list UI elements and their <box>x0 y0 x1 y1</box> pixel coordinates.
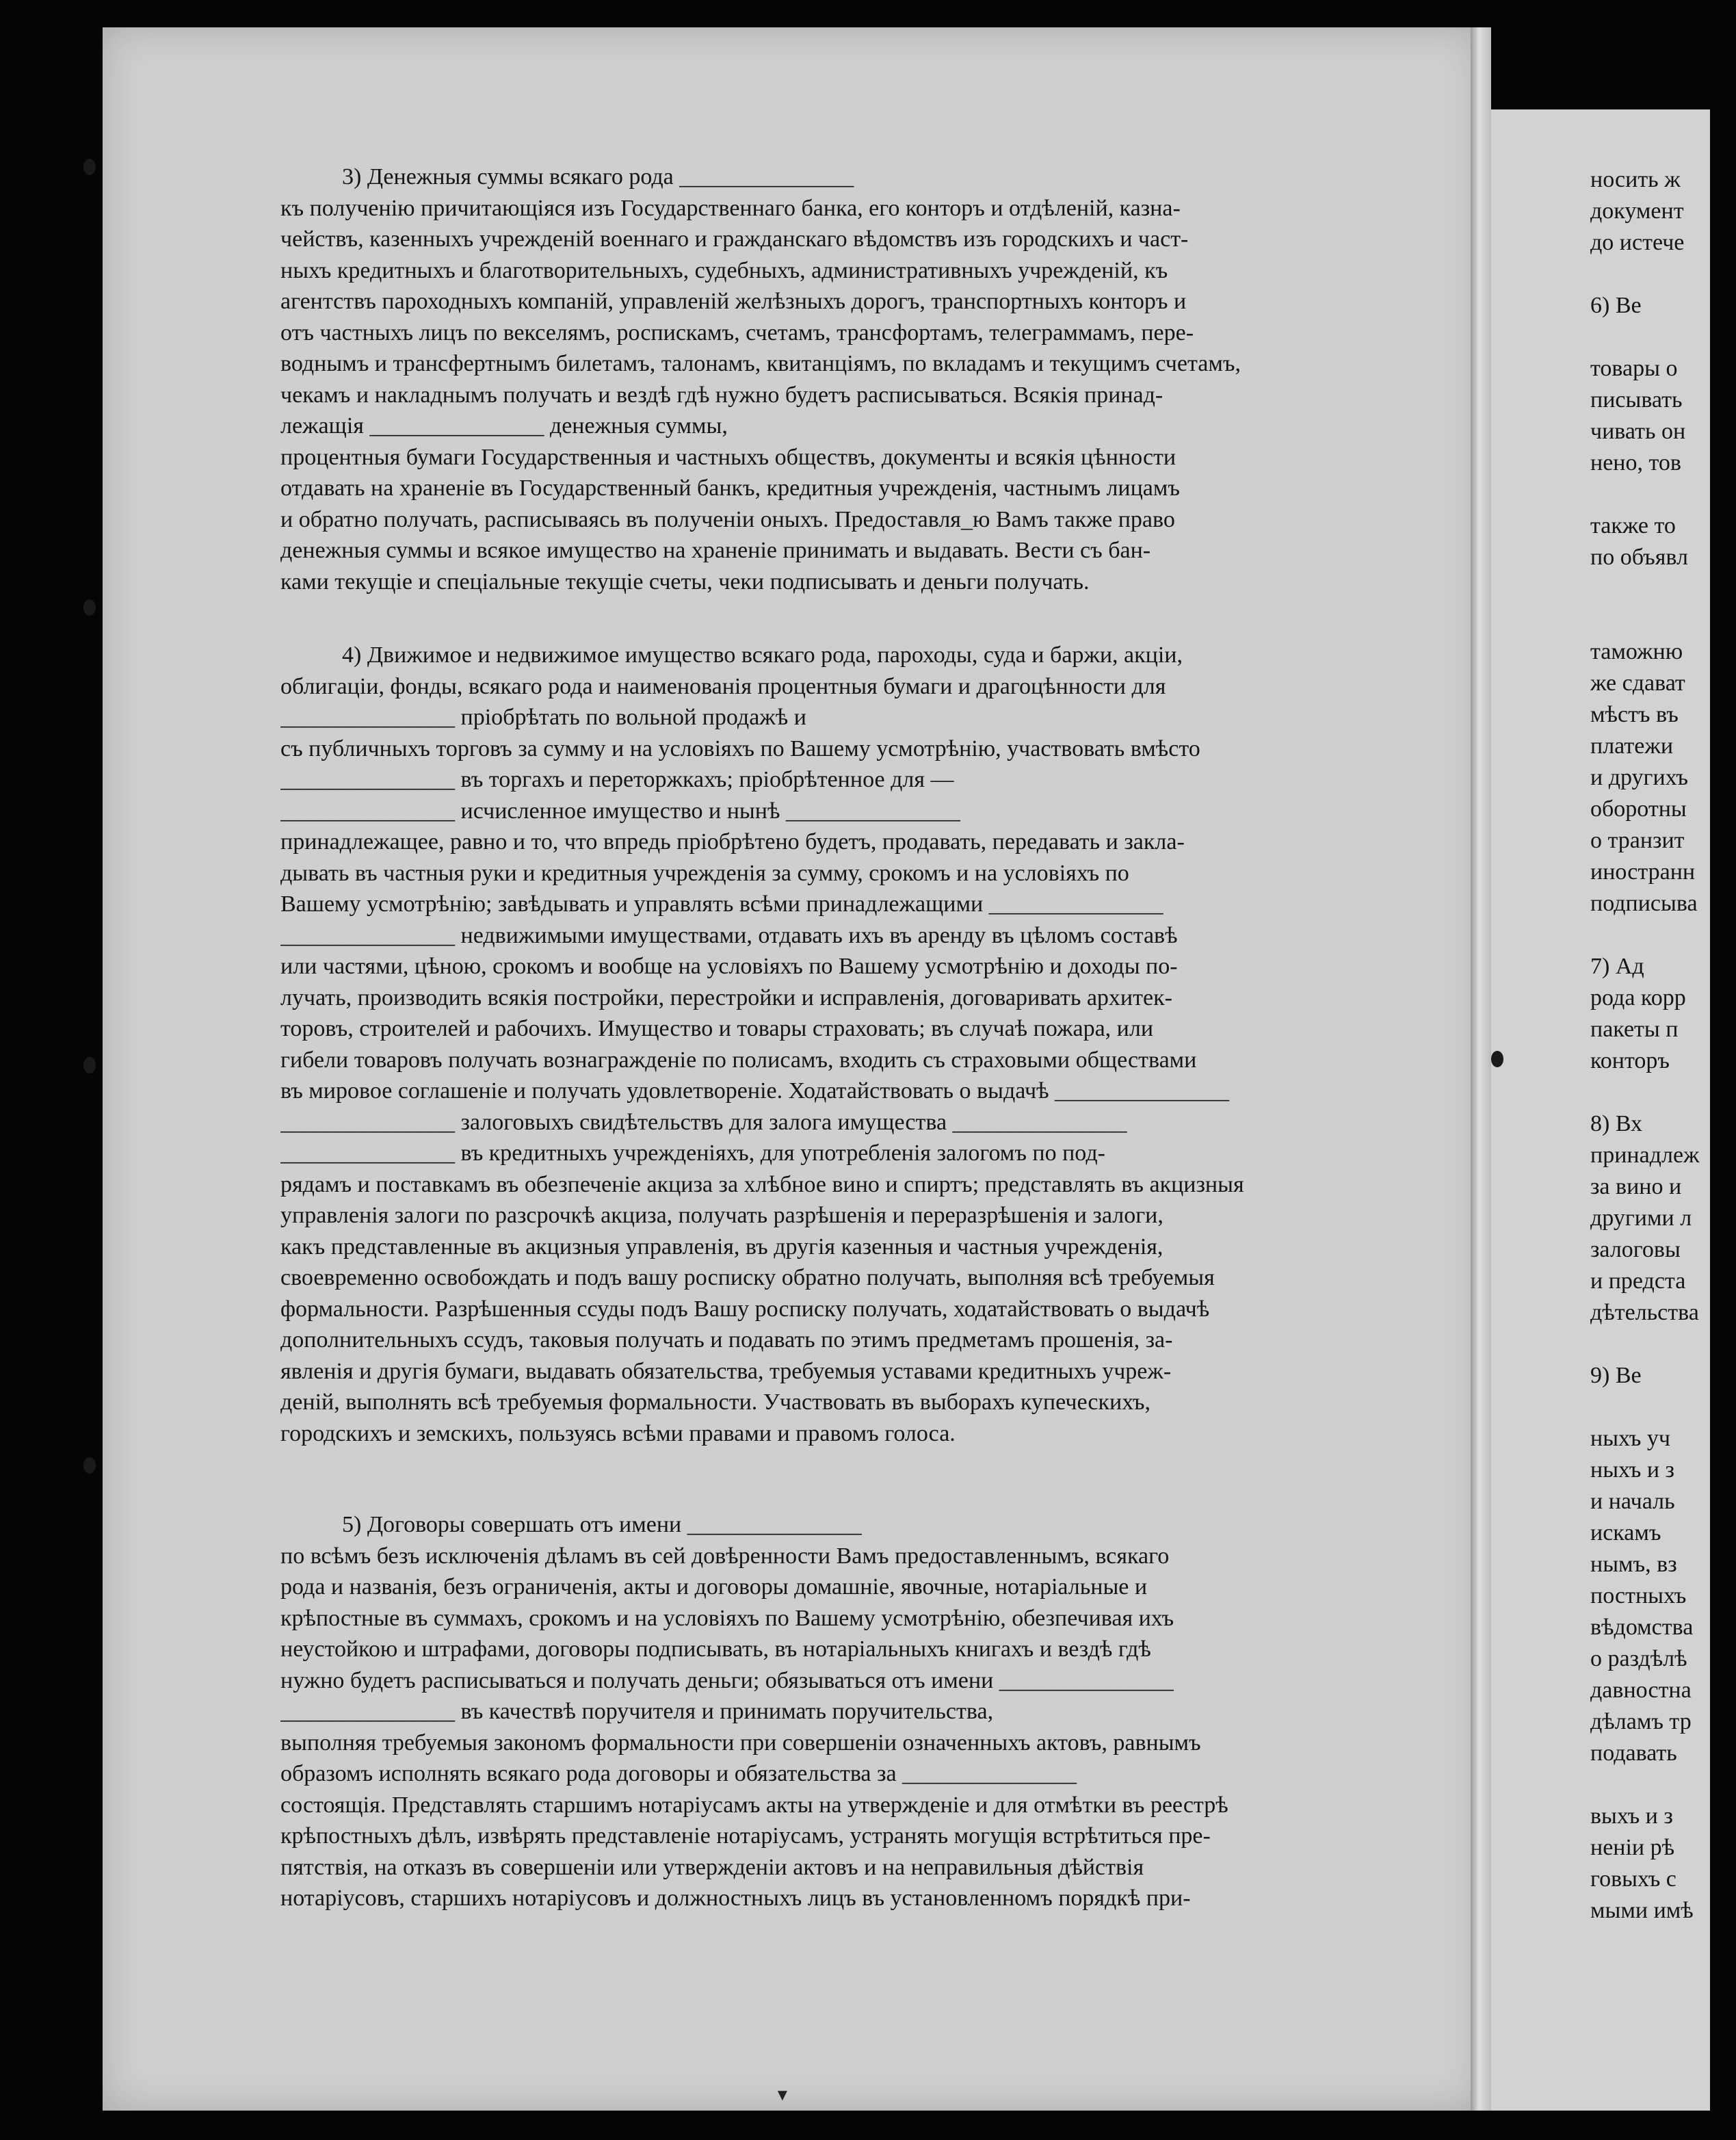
text-line: чействъ, казенныхъ учрежденій военнаго и гражданскаго вѣдомствъ изъ городскихъ и част- <box>280 226 1189 252</box>
text-line: съ публичныхъ торговъ за сумму и на условіяхъ по Вашему усмотрѣнію, участвовать вмѣсто <box>280 735 1200 761</box>
text-line: управленія залоги по разсрочкѣ акциза, получать разрѣшенія и переразрѣшенія и залоги, <box>280 1203 1163 1228</box>
section-3-money <box>280 161 1430 597</box>
text-line: таможню <box>1590 639 1683 664</box>
text-line: отъ частныхъ лицъ по векселямъ, роспискамъ, счетамъ, трансфортамъ, телеграммамъ, пере- <box>280 319 1194 345</box>
text-line: нотаріусовъ, старшихъ нотаріусовъ и должностныхъ лицъ въ установленномъ порядкѣ при- <box>280 1885 1191 1911</box>
text-line: процентныя бумаги Государственныя и частныхъ обществъ, документы и всякія цѣнности <box>280 444 1176 470</box>
text-line: конторъ <box>1590 1048 1670 1073</box>
text-line: и другихъ <box>1590 765 1688 790</box>
text-line: пакеты п <box>1590 1017 1679 1042</box>
text-line: гибели товаровъ получать вознагражденіе по полисамъ, входить съ страховыми обществами <box>280 1047 1197 1073</box>
text-line <box>1590 1392 1727 1423</box>
text-line: 4) Движимое и недвижимое имущество всякаго рода, пароходы, суда и баржи, акціи, <box>342 642 1183 668</box>
text-line: ныхъ и з <box>1590 1457 1674 1483</box>
text-line: дополнительныхъ ссудъ, таковыя получать и подавать по этимъ предметамъ прошенія, за- <box>280 1327 1173 1353</box>
section-5-contracts <box>280 1509 1430 1914</box>
text-line: и обратно получать, расписываясь въ полученіи оныхъ. Предоставля_ю Вамъ также право <box>280 506 1175 532</box>
text-line: отдавать на храненіе въ Государственный банкъ, кредитныя учрежденія, частнымъ лицамъ <box>280 475 1180 501</box>
text-line: и предста <box>1590 1268 1686 1294</box>
text-line: о раздѣлѣ <box>1590 1646 1687 1671</box>
text-line: торовъ, строителей и рабочихъ. Имущество и товары страховать; въ случаѣ пожара, или <box>280 1016 1154 1041</box>
text-line: денежныя суммы и всякое имущество на храненіе принимать и выдавать. Вести съ бан- <box>280 538 1151 563</box>
text-line: неустойкою и штрафами, договоры подписывать, въ нотаріальныхъ книгахъ и вездѣ гдѣ <box>280 1636 1151 1662</box>
text-line: какъ представленные въ акцизныя управленія, въ другія казенныя и частныя учрежденія, <box>280 1234 1163 1260</box>
text-line: же сдават <box>1590 670 1685 696</box>
text-line: принадлежащее, равно и то, что впредь пріобрѣтено будетъ, продавать, передавать и закла- <box>280 829 1185 854</box>
text-line: 8) Вх <box>1590 1111 1643 1136</box>
text-line: къ полученію причитающіяся изъ Государственнаго банка, его конторъ и отдѣленій, казна- <box>280 195 1181 221</box>
text-line: искамъ <box>1590 1520 1661 1545</box>
text-line: чивать он <box>1590 419 1686 444</box>
text-line: рядамъ и поставкамъ въ обезпеченіе акциза за хлѣбное вино и спиртъ; представлять въ акцизныя <box>280 1171 1244 1197</box>
text-line: оборотны <box>1590 796 1687 822</box>
text-line: _______________ въ торгахъ и переторжкахъ; пріобрѣтенное для — <box>280 767 954 792</box>
text-line: постныхъ <box>1590 1583 1687 1608</box>
text-line: ками текущіе и спеціальные текущіе счеты, чеки подписывать и деньги получать. <box>280 569 1090 595</box>
page-fold <box>1471 27 1491 2111</box>
right-page-column <box>1590 164 1727 1927</box>
text-line: нужно будетъ расписываться и получать деньги; обязываться отъ имени _______________ <box>280 1667 1174 1693</box>
text-line: деній, выполнять всѣ требуемыя формальности. Участвовать въ выборахъ купеческихъ, <box>280 1389 1150 1415</box>
binding-hole <box>83 1457 96 1474</box>
text-line: чекамъ и накладнымъ получать и вездѣ гдѣ нужно будетъ расписываться. Всякія принад- <box>280 382 1163 408</box>
text-line: дывать въ частныя руки и кредитныя учрежденія за сумму, срокомъ и на условіяхъ по <box>280 860 1129 886</box>
text-line: рода корр <box>1590 985 1686 1010</box>
text-line: крѣпостные въ суммахъ, срокомъ и на условіяхъ по Вашему усмотрѣнію, обезпечивая ихъ <box>280 1605 1174 1631</box>
text-line: облигаціи, фонды, всякаго рода и наименованія процентныя бумаги и драгоцѣнности для <box>280 673 1166 699</box>
text-line <box>1590 919 1727 951</box>
text-line: подписыва <box>1590 891 1698 916</box>
text-line: носить ж <box>1590 167 1681 192</box>
text-line: въ мировое соглашеніе и получать удовлетвореніе. Ходатайствовать о выдачѣ _______________ <box>280 1078 1230 1104</box>
text-line: вѣдомства <box>1590 1615 1694 1640</box>
text-line: воднымъ и трансфертнымъ билетамъ, талонамъ, квитанціямъ, по вкладамъ и текущимъ счетамъ, <box>280 351 1241 376</box>
text-line: по всѣмъ безъ исключенія дѣламъ въ сей довѣренности Вамъ предоставленнымъ, всякаго <box>280 1543 1170 1569</box>
text-line: и началь <box>1590 1489 1675 1514</box>
text-line: по объявл <box>1590 545 1688 570</box>
text-line: до истече <box>1590 230 1685 255</box>
text-line: выхъ и з <box>1590 1803 1673 1829</box>
text-line: 3) Денежныя суммы всякаго рода _______________ <box>342 164 854 190</box>
text-line: явленія и другія бумаги, выдавать обязательства, требуемыя уставами кредитныхъ учреж- <box>280 1358 1172 1384</box>
text-line: _______________ залоговыхъ свидѣтельствъ для залога имущества _______________ <box>280 1109 1127 1135</box>
text-line: крѣпостныхъ дѣлъ, извѣрять представленіе нотаріусамъ, устранять могущія встрѣтиться пре- <box>280 1823 1211 1849</box>
text-line <box>1590 1329 1727 1360</box>
text-line: писывать <box>1590 387 1683 413</box>
text-line: рода и названія, безъ ограниченія, акты и договоры домашніе, явочные, нотаріальные и <box>280 1574 1148 1600</box>
binding-hole <box>83 159 96 175</box>
binding-hole <box>83 599 96 616</box>
text-line: лежащія _______________ денежныя суммы, <box>280 413 728 439</box>
section-4-property <box>280 640 1430 1449</box>
text-line <box>1590 573 1727 605</box>
text-line: _______________ пріобрѣтать по вольной продажѣ и <box>280 705 806 730</box>
text-line: городскихъ и земскихъ, пользуясь всѣми правами и правомъ голоса. <box>280 1420 956 1446</box>
text-line: за вино и <box>1590 1174 1682 1199</box>
text-line: принадлеж <box>1590 1143 1700 1168</box>
text-line: документ <box>1590 198 1684 224</box>
text-line: 7) Ад <box>1590 954 1644 979</box>
text-line: или частями, цѣною, срокомъ и вообще на условіяхъ по Вашему усмотрѣнію и доходы по- <box>280 954 1178 979</box>
text-line: пятствія, на отказъ въ совершеніи или утвержденіи актовъ и на неправильныя дѣйствія <box>280 1854 1144 1880</box>
text-line: другими л <box>1590 1205 1692 1231</box>
text-line: _______________ недвижимыми имуществами, отдавать ихъ въ аренду въ цѣломъ составѣ <box>280 922 1178 948</box>
text-line: выполняя требуемыя закономъ формальности при совершеніи означенныхъ актовъ, равнымъ <box>280 1730 1201 1756</box>
text-line: своевременно освобождать и подъ вашу росписку обратно получать, выполняя всѣ требуемыя <box>280 1265 1215 1290</box>
text-line: 6) Ве <box>1590 293 1642 318</box>
text-line: _______________ въ качествѣ поручителя и принимать поручительства, <box>280 1699 994 1724</box>
text-line: _______________ въ кредитныхъ учрежденіяхъ, для употребленія залогомъ по под- <box>280 1140 1105 1166</box>
binding-hole <box>83 1057 96 1073</box>
binding-hole <box>1491 1051 1503 1067</box>
text-line: агентствъ пароходныхъ компаній, управленій желѣзныхъ дорогъ, транспортныхъ конторъ и <box>280 289 1187 314</box>
text-line: иностранн <box>1590 859 1696 885</box>
text-line: дѣламъ тр <box>1590 1709 1692 1734</box>
text-line: неніи рѣ <box>1590 1835 1675 1860</box>
text-line: мыми имѣ <box>1590 1898 1694 1923</box>
text-line: Вашему усмотрѣнію; завѣдывать и управлять всѣми принадлежащими _______________ <box>280 891 1163 917</box>
text-line: нымъ, вз <box>1590 1552 1677 1577</box>
text-line <box>1590 1769 1727 1801</box>
text-line: также то <box>1590 513 1676 538</box>
text-line: ныхъ кредитныхъ и благотворительныхъ, судебныхъ, административныхъ учрежденій, къ <box>280 257 1168 283</box>
text-line <box>1590 479 1727 510</box>
text-line: _______________ исчисленное имущество и нынѣ _______________ <box>280 798 960 824</box>
text-line: платежи <box>1590 733 1674 759</box>
text-line <box>1590 1077 1727 1108</box>
text-line: дѣтельства <box>1590 1300 1699 1325</box>
text-line: 9) Ве <box>1590 1363 1642 1388</box>
text-line <box>1590 259 1727 290</box>
text-line: мѣстъ въ <box>1590 702 1679 727</box>
text-line: нено, тов <box>1590 450 1681 475</box>
text-line: о транзит <box>1590 828 1685 853</box>
text-line: формальности. Разрѣшенныя ссуды подъ Вашу росписку получать, ходатайствовать о выдачѣ <box>280 1296 1210 1322</box>
text-line: состоящія. Представлять старшимъ нотаріусамъ акты на утвержденіе и для отмѣтки въ реестрѣ <box>280 1792 1228 1818</box>
text-line: лучать, производить всякія постройки, перестройки и исправленія, договаривать архитек- <box>280 984 1172 1010</box>
text-line: 5) Договоры совершать отъ имени _______________ <box>342 1512 862 1537</box>
page-mark: ▼ <box>774 2087 791 2104</box>
text-line: давностна <box>1590 1678 1692 1703</box>
text-line: ныхъ уч <box>1590 1426 1670 1451</box>
text-line: залоговы <box>1590 1237 1681 1262</box>
text-line: подавать <box>1590 1740 1677 1766</box>
text-line: говыхъ с <box>1590 1866 1676 1892</box>
text-line <box>1590 605 1727 636</box>
text-line <box>1590 322 1727 353</box>
text-line: товары о <box>1590 356 1678 381</box>
text-line: образомъ исполнять всякаго рода договоры и обязательства за _______________ <box>280 1761 1077 1786</box>
